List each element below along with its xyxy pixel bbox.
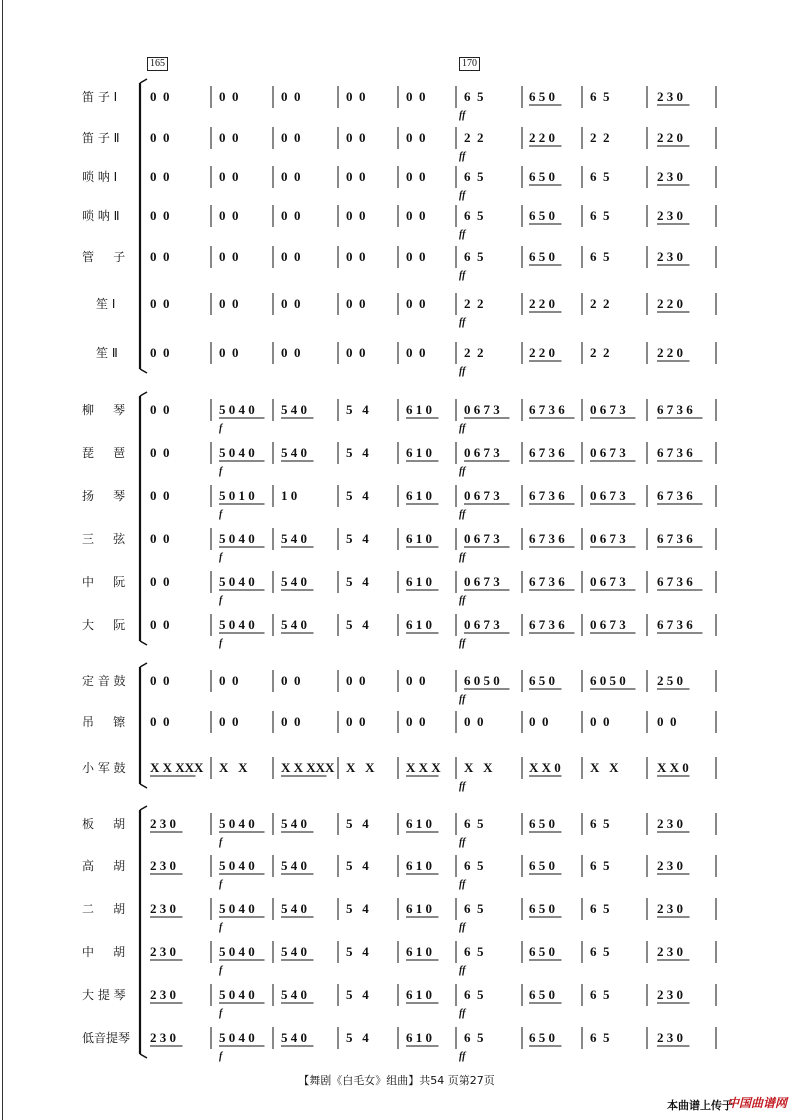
measure-cell: 0 0 (150, 296, 170, 311)
dynamic-ff: ff (459, 466, 466, 477)
measure-cell: 0 0 (406, 130, 426, 145)
measure-cell: 0 0 (346, 249, 366, 264)
measure-cell: 0 6 7 3 (464, 531, 500, 546)
instrument-name: 低音提琴 (82, 1031, 131, 1045)
measure-cell: X X (219, 760, 248, 775)
measure-cell: 5 4 0 (281, 531, 307, 546)
dynamic-f: f (219, 423, 223, 434)
measure-cell: 6 0 5 0 (464, 673, 500, 688)
measure-cell: 0 0 (219, 89, 239, 104)
dynamic-f: f (219, 965, 223, 976)
measure-cell: 5 4 (346, 617, 369, 632)
measure-cell: 6 7 3 6 (657, 488, 693, 503)
instrument-name: 管 子 (82, 250, 126, 264)
measure-cell: 6 1 0 (406, 901, 432, 916)
instrument-name: 笛 子 Ⅱ (82, 131, 120, 145)
measure-cell: 0 0 (219, 249, 239, 264)
instrument-name: 中 阮 (82, 575, 126, 589)
measure-cell: 6 1 0 (406, 402, 432, 417)
measure-cell: 6 5 (590, 901, 610, 916)
measure-cell: 0 0 (150, 208, 170, 223)
measure-cell: 0 6 7 3 (464, 617, 500, 632)
measure-cell: 5 0 4 0 (219, 402, 255, 417)
measure-cell: 2 2 0 (529, 130, 555, 145)
measure-cell: 5 4 (346, 445, 369, 460)
measure-cell: 5 4 0 (281, 617, 307, 632)
site-logo (727, 1094, 787, 1111)
measure-cell: X X 0 (529, 760, 561, 775)
measure-cell: X X X (406, 760, 441, 775)
measure-cell: 0 0 (150, 445, 170, 460)
measure-cell: 0 6 7 3 (464, 402, 500, 417)
instrument-name: 二 胡 (82, 902, 126, 916)
measure-cell: 6 1 0 (406, 944, 432, 959)
measure-cell: 0 0 (150, 714, 170, 729)
measure-cell: 6 5 (590, 816, 610, 831)
measure-cell: 0 0 (406, 89, 426, 104)
measure-cell: 2 2 (590, 296, 610, 311)
measure-cell: 0 0 (406, 208, 426, 223)
dynamic-ff: ff (459, 270, 466, 281)
measure-cell: 0 0 (150, 345, 170, 360)
dynamic-f: f (219, 837, 223, 848)
measure-cell: 0 0 (150, 169, 170, 184)
measure-cell: 2 2 (464, 130, 484, 145)
measure-cell: 6 7 3 6 (529, 531, 565, 546)
measure-cell: 0 0 (406, 249, 426, 264)
measure-cell: 0 0 (150, 488, 170, 503)
measure-cell: 6 1 0 (406, 1030, 432, 1045)
measure-cell: 0 6 7 3 (464, 445, 500, 460)
measure-cell: 2 3 0 (657, 249, 683, 264)
measure-cell: 2 3 0 (657, 1030, 683, 1045)
dynamic-f: f (219, 638, 223, 649)
measure-cell: 5 0 4 0 (219, 944, 255, 959)
measure-cell: 0 0 (281, 89, 301, 104)
measure-cell: 5 0 4 0 (219, 531, 255, 546)
measure-cell: 6 5 (464, 208, 484, 223)
measure-cell: 6 5 (590, 89, 610, 104)
measure-cell: 5 0 4 0 (219, 816, 255, 831)
measure-cell: 5 0 4 0 (219, 445, 255, 460)
measure-cell: 0 0 (150, 574, 170, 589)
measure-cell: 2 3 0 (657, 208, 683, 223)
measure-cell: 2 2 0 (529, 296, 555, 311)
dynamic-f: f (219, 552, 223, 563)
measure-cell: 2 3 0 (657, 816, 683, 831)
measure-cell: 0 6 7 3 (590, 402, 626, 417)
measure-cell: 0 0 (281, 673, 301, 688)
bracket-hook (140, 806, 147, 810)
measure-cell: 5 4 0 (281, 816, 307, 831)
measure-cell: 6 7 3 6 (657, 617, 693, 632)
measure-cell: 6 5 (590, 169, 610, 184)
measure-cell: 6 5 (464, 987, 484, 1002)
measure-cell: 0 0 (406, 296, 426, 311)
dynamic-f: f (219, 922, 223, 933)
measure-cell: 6 5 (464, 901, 484, 916)
measure-cell: 2 3 0 (657, 169, 683, 184)
measure-cell: 0 0 (281, 208, 301, 223)
dynamic-f: f (219, 466, 223, 477)
bracket-hook (140, 784, 147, 788)
measure-cell: 0 0 (219, 714, 239, 729)
measure-cell: 2 3 0 (150, 816, 176, 831)
measure-cell: 5 4 (346, 944, 369, 959)
dynamic-ff: ff (459, 110, 466, 121)
rehearsal-mark-165: 165 (147, 57, 168, 71)
bracket-hook (140, 1054, 147, 1058)
instrument-name: 唢 呐 Ⅰ (82, 170, 118, 184)
measure-cell: 0 0 (219, 208, 239, 223)
measure-cell: 5 4 (346, 858, 369, 873)
measure-cell: 6 7 3 6 (529, 402, 565, 417)
measure-cell: 5 4 0 (281, 1030, 307, 1045)
measure-cell: 0 0 (346, 208, 366, 223)
measure-cell: 0 6 7 3 (590, 617, 626, 632)
measure-cell: 5 4 (346, 574, 369, 589)
measure-cell: 6 5 0 (529, 816, 555, 831)
instrument-name: 高 胡 (82, 859, 126, 873)
measure-cell: 6 1 0 (406, 617, 432, 632)
measure-cell: 0 0 (150, 130, 170, 145)
measure-cell: 6 5 0 (529, 208, 555, 223)
measure-cell: 6 5 0 (529, 673, 555, 688)
measure-cell: 0 0 (346, 673, 366, 688)
measure-cell: 2 5 0 (657, 673, 683, 688)
measure-cell: 5 4 (346, 488, 369, 503)
measure-cell: 0 6 7 3 (590, 574, 626, 589)
measure-cell: 6 7 3 6 (657, 445, 693, 460)
measure-cell: 0 0 (346, 714, 366, 729)
measure-cell: 6 1 0 (406, 574, 432, 589)
instrument-name: 吊 镲 (82, 715, 126, 729)
measure-cell: 5 4 (346, 987, 369, 1002)
dynamic-ff: ff (459, 229, 466, 240)
measure-cell: 6 5 0 (529, 169, 555, 184)
measure-cell: 2 3 0 (150, 858, 176, 873)
measure-cell: 5 4 (346, 901, 369, 916)
measure-cell: 0 0 (281, 714, 301, 729)
measure-cell: 6 5 0 (529, 249, 555, 264)
measure-cell: 2 2 0 (657, 130, 683, 145)
measure-cell: 2 3 0 (657, 89, 683, 104)
measure-cell: X X (346, 760, 375, 775)
measure-cell: 6 0 5 0 (590, 673, 626, 688)
measure-cell: 6 7 3 6 (657, 402, 693, 417)
dynamic-f: f (219, 1051, 223, 1062)
measure-cell: 5 4 (346, 402, 369, 417)
measure-cell: 6 1 0 (406, 488, 432, 503)
measure-cell: 2 2 0 (529, 345, 555, 360)
measure-cell: 0 6 7 3 (590, 531, 626, 546)
dynamic-f: f (219, 1008, 223, 1019)
measure-cell: 5 4 0 (281, 402, 307, 417)
measure-cell: 0 0 (219, 169, 239, 184)
measure-cell: 0 0 (346, 345, 366, 360)
dynamic-ff: ff (459, 781, 466, 792)
measure-cell: 5 4 (346, 1030, 369, 1045)
measure-cell: 6 7 3 6 (529, 488, 565, 503)
instrument-name: 柳 琴 (82, 403, 126, 417)
measure-cell: 2 3 0 (150, 901, 176, 916)
measure-cell: 6 5 (464, 1030, 484, 1045)
measure-cell: 2 2 (464, 345, 484, 360)
measure-cell: 6 5 0 (529, 901, 555, 916)
measure-cell: 6 7 3 6 (529, 617, 565, 632)
measure-cell: 0 0 (529, 714, 549, 729)
measure-cell: 0 0 (219, 130, 239, 145)
measure-cell: 2 3 0 (150, 987, 176, 1002)
measure-cell: 0 6 7 3 (590, 488, 626, 503)
measure-cell: 0 0 (150, 249, 170, 264)
measure-cell: 0 0 (590, 714, 610, 729)
measure-cell: 6 5 0 (529, 89, 555, 104)
measure-cell: 6 1 0 (406, 816, 432, 831)
measure-cell: 5 4 0 (281, 987, 307, 1002)
measure-cell: 6 1 0 (406, 531, 432, 546)
dynamic-ff: ff (459, 552, 466, 563)
measure-cell: 6 5 0 (529, 1030, 555, 1045)
instrument-name: 笛 子 Ⅰ (82, 90, 118, 104)
measure-cell: 6 5 0 (529, 987, 555, 1002)
dynamic-ff: ff (459, 509, 466, 520)
measure-cell: X X XXX (281, 760, 335, 775)
measure-cell: 5 0 4 0 (219, 617, 255, 632)
measure-cell: 2 3 0 (657, 987, 683, 1002)
measure-cell: 0 0 (346, 89, 366, 104)
measure-cell: 6 5 (464, 944, 484, 959)
instrument-name: 笙 Ⅰ (96, 297, 116, 311)
measure-cell: 6 5 (464, 89, 484, 104)
bracket-hook (140, 369, 147, 373)
measure-cell: 6 5 0 (529, 858, 555, 873)
measure-cell: 2 2 (464, 296, 484, 311)
measure-cell: 0 0 (281, 130, 301, 145)
dynamic-ff: ff (459, 1008, 466, 1019)
measure-cell: 5 0 4 0 (219, 987, 255, 1002)
measure-cell: 5 4 (346, 816, 369, 831)
measure-cell: 6 1 0 (406, 445, 432, 460)
dynamic-ff: ff (459, 366, 466, 377)
rehearsal-mark-170: 170 (459, 57, 480, 71)
instrument-name: 唢 呐 Ⅱ (82, 209, 120, 223)
measure-cell: 0 0 (346, 130, 366, 145)
measure-cell: 6 5 0 (529, 944, 555, 959)
measure-cell: 6 7 3 6 (529, 574, 565, 589)
measure-cell: 0 0 (346, 169, 366, 184)
dynamic-ff: ff (459, 965, 466, 976)
dynamic-f: f (219, 509, 223, 520)
measure-cell: 0 0 (406, 714, 426, 729)
measure-cell: 5 0 4 0 (219, 574, 255, 589)
footer-title: 【舞剧《白毛女》组曲】共54 页第27页 (298, 1074, 495, 1087)
instrument-name: 大 阮 (82, 618, 126, 632)
dynamic-ff: ff (459, 1051, 466, 1062)
measure-cell: 6 5 (590, 1030, 610, 1045)
instrument-name: 扬 琴 (82, 489, 126, 503)
measure-cell: 0 0 (219, 345, 239, 360)
measure-cell: 0 0 (281, 296, 301, 311)
dynamic-ff: ff (459, 694, 466, 705)
measure-cell: 6 5 (590, 987, 610, 1002)
measure-cell: 0 0 (150, 89, 170, 104)
measure-cell: 2 2 (590, 130, 610, 145)
measure-cell: 6 7 3 6 (657, 531, 693, 546)
instrument-name: 中 胡 (82, 945, 126, 959)
measure-cell: 5 0 4 0 (219, 858, 255, 873)
measure-cell: 5 4 0 (281, 901, 307, 916)
measure-cell: X X (464, 760, 493, 775)
measure-cell: 0 0 (281, 249, 301, 264)
measure-cell: 6 5 (464, 249, 484, 264)
measure-cell: 5 0 4 0 (219, 1030, 255, 1045)
dynamic-ff: ff (459, 151, 466, 162)
measure-cell: 6 5 (590, 944, 610, 959)
instrument-name: 小 军 鼓 (82, 761, 126, 775)
measure-cell: 2 3 0 (150, 1030, 176, 1045)
measure-cell: 5 0 4 0 (219, 901, 255, 916)
measure-cell: 2 3 0 (657, 944, 683, 959)
instrument-name: 笙 Ⅱ (96, 346, 118, 360)
measure-cell: 0 6 7 3 (590, 445, 626, 460)
bracket-hook (140, 663, 147, 667)
measure-cell: 0 0 (219, 296, 239, 311)
measure-cell: 5 4 0 (281, 574, 307, 589)
measure-cell: 1 0 (281, 488, 298, 503)
instrument-name: 大 提 琴 (82, 988, 126, 1002)
measure-cell: 5 0 1 0 (219, 488, 255, 503)
measure-cell: 5 4 0 (281, 445, 307, 460)
measure-cell: 2 2 0 (657, 345, 683, 360)
measure-cell: 6 1 0 (406, 987, 432, 1002)
measure-cell: 0 0 (219, 673, 239, 688)
upload-credit: 本曲谱上传于 (667, 1099, 733, 1112)
measure-cell: 2 3 0 (657, 858, 683, 873)
logo-text: 中国曲谱网 (726, 1096, 787, 1110)
instrument-name: 三 弦 (82, 532, 126, 546)
measure-cell: 6 5 (590, 208, 610, 223)
measure-cell: 6 5 (464, 169, 484, 184)
measure-cell: 0 0 (281, 345, 301, 360)
measure-cell: 0 0 (150, 673, 170, 688)
bracket-hook (140, 79, 147, 83)
dynamic-f: f (219, 879, 223, 890)
dynamic-ff: ff (459, 595, 466, 606)
bracket-hook (140, 392, 147, 396)
measure-cell: 0 0 (346, 296, 366, 311)
measure-cell: 0 0 (406, 169, 426, 184)
measure-cell: 0 6 7 3 (464, 488, 500, 503)
measure-cell: 6 1 0 (406, 858, 432, 873)
measure-cell: 6 5 (464, 816, 484, 831)
measure-cell: 5 4 0 (281, 944, 307, 959)
measure-cell: 2 3 0 (150, 944, 176, 959)
measure-cell: X X XXX (150, 760, 204, 775)
dynamic-f: f (219, 595, 223, 606)
dynamic-ff: ff (459, 317, 466, 328)
dynamic-ff: ff (459, 922, 466, 933)
measure-cell: 0 0 (406, 673, 426, 688)
dynamic-ff: ff (459, 638, 466, 649)
measure-cell: 5 4 (346, 531, 369, 546)
dynamic-ff: ff (459, 879, 466, 890)
measure-cell: 6 5 (590, 858, 610, 873)
measure-cell: X X (590, 760, 619, 775)
measure-cell: 0 6 7 3 (464, 574, 500, 589)
measure-cell: 2 2 0 (657, 296, 683, 311)
instrument-name: 定 音 鼓 (82, 674, 126, 688)
measure-cell: 0 0 (406, 345, 426, 360)
measure-cell: 0 0 (150, 531, 170, 546)
measure-cell: 2 2 (590, 345, 610, 360)
dynamic-ff: ff (459, 423, 466, 434)
measure-cell: 6 5 (464, 858, 484, 873)
dynamic-ff: ff (459, 837, 466, 848)
measure-cell: 0 0 (150, 617, 170, 632)
measure-cell: 0 0 (464, 714, 484, 729)
measure-cell: 6 5 (590, 249, 610, 264)
instrument-name: 板 胡 (82, 817, 126, 831)
measure-cell: X X 0 (657, 760, 689, 775)
measure-cell: 5 4 0 (281, 858, 307, 873)
dynamic-ff: ff (459, 190, 466, 201)
instrument-name: 琵 琶 (82, 446, 126, 460)
measure-cell: 2 3 0 (657, 901, 683, 916)
measure-cell: 6 7 3 6 (657, 574, 693, 589)
measure-cell: 0 0 (281, 169, 301, 184)
measure-cell: 0 0 (657, 714, 677, 729)
measure-cell: 6 7 3 6 (529, 445, 565, 460)
measure-cell: 0 0 (150, 402, 170, 417)
bracket-hook (140, 641, 147, 645)
